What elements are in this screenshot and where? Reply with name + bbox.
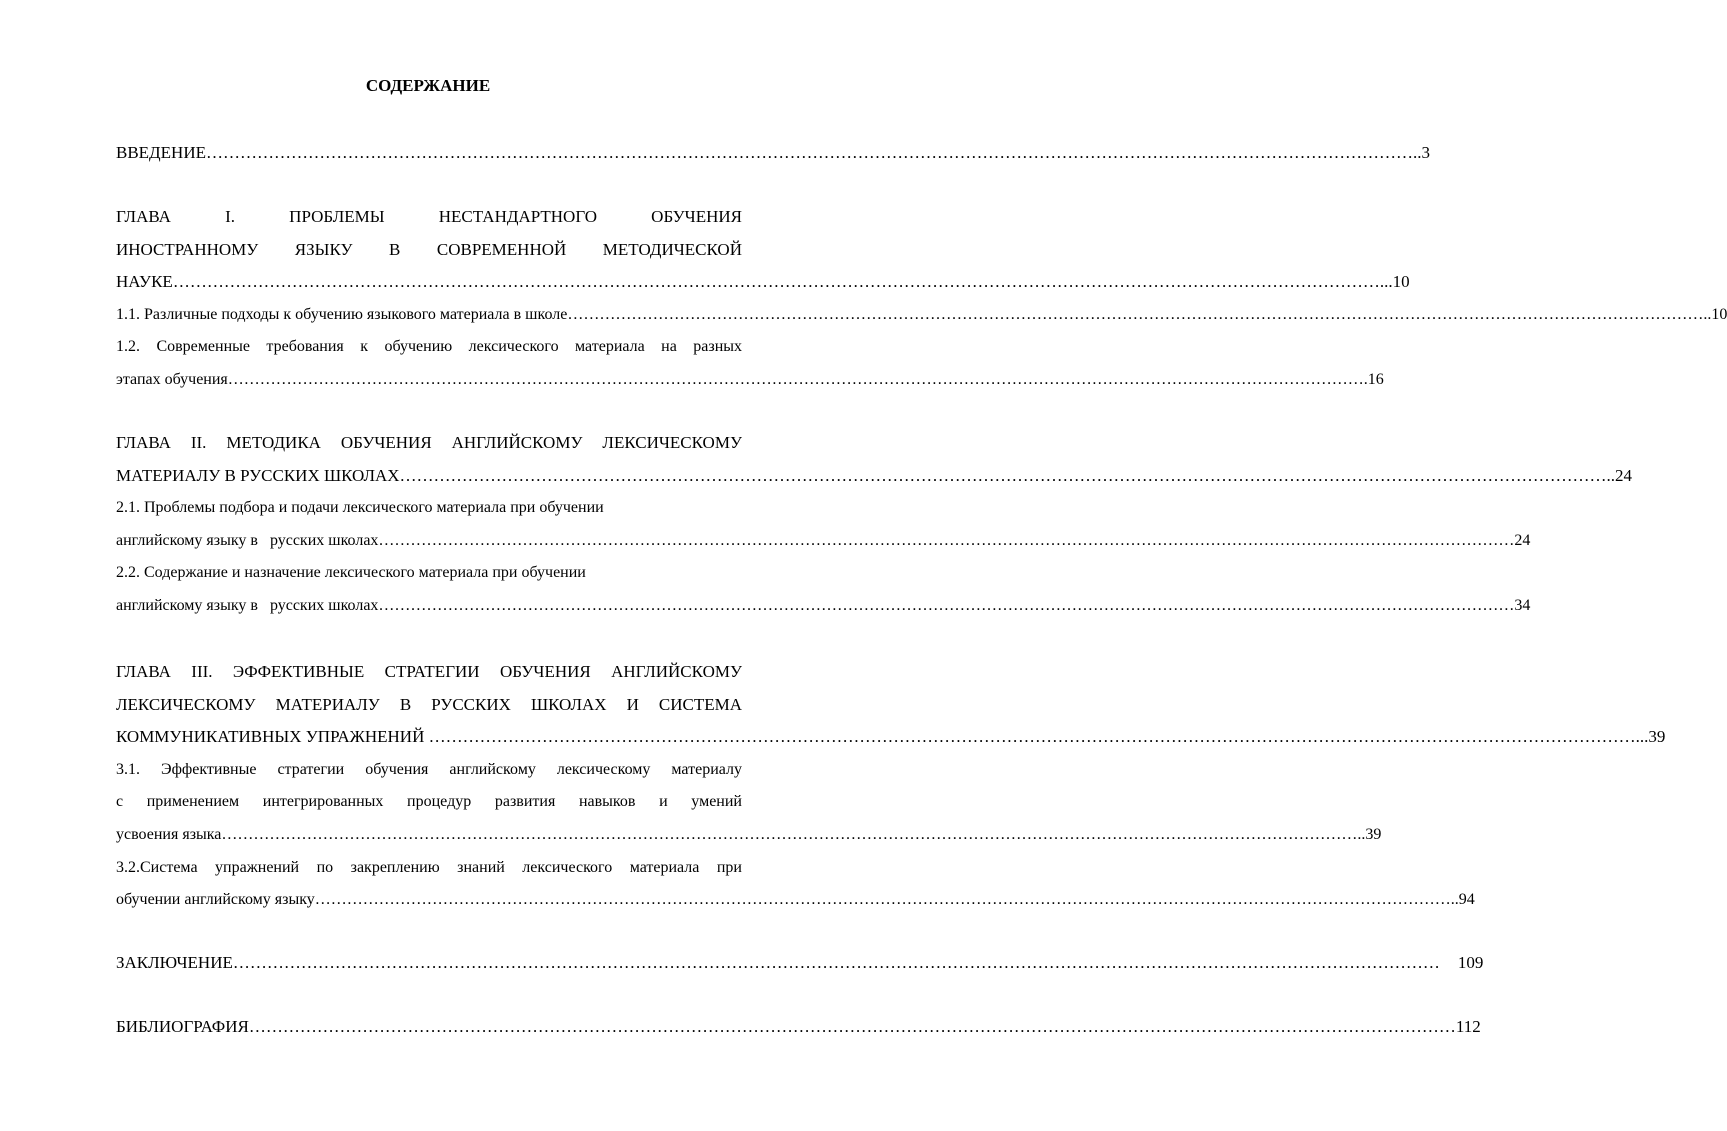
toc-entry bbox=[116, 266, 1410, 299]
toc-section-2-2: 2.2. Содержание и назначение лексического материала при обучении bbox=[116, 564, 586, 582]
toc-introduction bbox=[116, 137, 1430, 170]
toc-page-number: ..94 bbox=[1450, 891, 1475, 909]
toc-page-number: 109 bbox=[1457, 953, 1484, 972]
chapter-heading-line: ЛЕКСИЧЕСКОМУ МАТЕРИАЛУ В РУССКИХ ШКОЛАХ И СИСТЕМА bbox=[116, 694, 742, 714]
dot-leader: …………………………………………………………………………………………………………………………………………………………………………………………… bbox=[227, 370, 1364, 388]
dot-leader: …………………………………………………………………………………………………………………………………………………………………………………………… bbox=[314, 891, 1451, 909]
toc-bibliography bbox=[116, 1011, 1481, 1044]
toc-entry bbox=[116, 884, 1475, 917]
dot-leader: …………………………………………………………………………………………………………………………………………………………………………………………… bbox=[232, 953, 1440, 972]
toc-entry bbox=[116, 1011, 1481, 1044]
chapter-heading-line: ИНОСТРАННОМУ ЯЗЫКУ В СОВРЕМЕННОЙ МЕТОДИЧЕСКОЙ bbox=[116, 239, 742, 259]
toc-entry bbox=[116, 590, 1531, 623]
toc-chapter-1 bbox=[116, 201, 1727, 397]
dot-leader: …………………………………………………………………………………………………………………………………………………………………………………………… bbox=[399, 465, 1607, 485]
dot-leader: …………………………………………………………………………………………………………………………………………………………………………………………… bbox=[378, 531, 1515, 549]
toc-section-1-1 bbox=[116, 299, 1727, 332]
toc-section-3-1-line: с применением интегрированных процедур развития навыков и умений bbox=[116, 793, 742, 811]
toc-page-number: ...39 bbox=[1635, 727, 1666, 747]
toc-entry-label: 1.1. Различные подходы к обучению языкового материала в школе bbox=[116, 305, 568, 323]
toc-entry-label: КОММУНИКАТИВНЫХ УПРАЖНЕНИЙ bbox=[116, 727, 429, 747]
toc-entry bbox=[116, 819, 1382, 852]
toc-entry-label: обучении английскому языку bbox=[116, 891, 315, 909]
toc-entry bbox=[116, 525, 1531, 558]
toc-entry-label: НАУКЕ bbox=[116, 272, 173, 292]
toc-entry-label: английскому языку в русских школах bbox=[116, 531, 379, 549]
toc-entry-label: английскому языку в русских школах bbox=[116, 596, 379, 614]
toc-chapter-3 bbox=[116, 656, 1666, 917]
toc-entry-label: ЗАКЛЮЧЕНИЕ bbox=[116, 953, 233, 972]
toc-entry-label: ВВЕДЕНИЕ bbox=[116, 143, 206, 162]
toc-entry bbox=[116, 947, 1484, 980]
dot-leader: …………………………………………………………………………………………………………………………………………………………………………………………… bbox=[428, 727, 1636, 747]
dot-leader: …………………………………………………………………………………………………………………………………………………………………………………………… bbox=[205, 143, 1413, 162]
toc-entry-label: усвоения языка bbox=[116, 825, 222, 843]
toc-section-3-1: 3.1. Эффективные стратегии обучения английскому лексическому материалу bbox=[116, 760, 742, 778]
toc-section-2-1: 2.1. Проблемы подбора и подачи лексического материала при обучении bbox=[116, 499, 604, 517]
toc-entry-label: БИБЛИОГРАФИЯ bbox=[116, 1017, 249, 1036]
toc-page-number: 24 bbox=[1514, 531, 1531, 549]
toc-section-1-2: 1.2. Современные требования к обучению лексического материала на разных bbox=[116, 338, 742, 356]
dot-leader: …………………………………………………………………………………………………………………………………………………………………………………………… bbox=[378, 596, 1515, 614]
dot-leader: …………………………………………………………………………………………………………………………………………………………………………………………… bbox=[567, 305, 1704, 323]
toc-page-number: ..24 bbox=[1606, 465, 1633, 485]
toc-entry bbox=[116, 721, 1666, 754]
toc-page-number: ..3 bbox=[1412, 143, 1430, 162]
toc-entry-label: этапах обучения bbox=[116, 370, 228, 388]
chapter-heading-line: ГЛАВА I. ПРОБЛЕМЫ НЕСТАНДАРТНОГО ОБУЧЕНИЯ bbox=[116, 207, 742, 226]
toc-section-3-2: 3.2.Система упражнений по закреплению знаний лексического материала при bbox=[116, 858, 742, 876]
toc-page-number: 112 bbox=[1455, 1017, 1481, 1036]
dot-leader: …………………………………………………………………………………………………………………………………………………………………………………………… bbox=[248, 1017, 1456, 1036]
chapter-heading-line: ГЛАВА III. ЭФФЕКТИВНЫЕ СТРАТЕГИИ ОБУЧЕНИЯ АНГЛИЙСКОМУ bbox=[116, 662, 742, 681]
toc-conclusion bbox=[116, 947, 1484, 980]
chapter-heading-line: ГЛАВА II. МЕТОДИКА ОБУЧЕНИЯ АНГЛИЙСКОМУ ЛЕКСИЧЕСКОМУ bbox=[116, 433, 742, 452]
toc-entry bbox=[116, 460, 1633, 493]
toc-chapter-2 bbox=[116, 427, 1633, 623]
dot-leader: …………………………………………………………………………………………………………………………………………………………………………………………… bbox=[221, 825, 1358, 843]
toc-page-number: ...10 bbox=[1379, 272, 1410, 292]
toc-page-number: ..10 bbox=[1703, 305, 1727, 323]
toc-entry bbox=[116, 364, 1384, 397]
toc-page-number: ..39 bbox=[1357, 825, 1382, 843]
toc-entry-label: МАТЕРИАЛУ В РУССКИХ ШКОЛАХ bbox=[116, 465, 400, 485]
toc-entry bbox=[116, 137, 1430, 170]
toc-page-number: 34 bbox=[1514, 596, 1531, 614]
page-title: СОДЕРЖАНИЕ bbox=[365, 76, 491, 95]
toc-page-number: .16 bbox=[1363, 370, 1384, 388]
dot-leader: …………………………………………………………………………………………………………………………………………………………………………………………… bbox=[172, 272, 1380, 292]
